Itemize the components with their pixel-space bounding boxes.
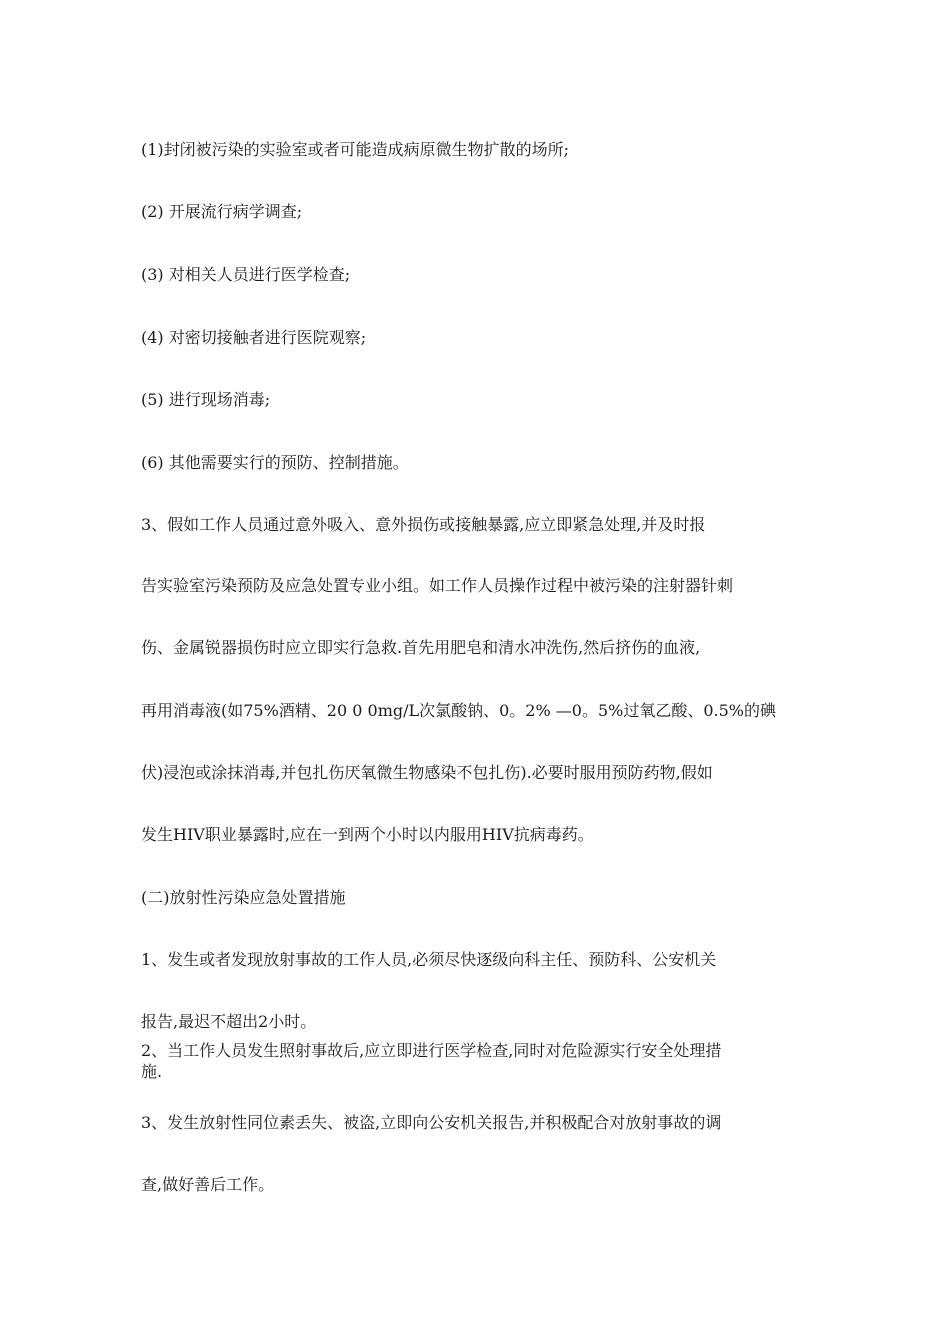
item-3: (3) 对相关人员进行医学检查; — [141, 265, 351, 284]
section-heading: (二)放射性污染应急处置措施 — [141, 888, 346, 907]
para3-line-4: 再用消毒液(如75%酒精、20 0 0mg/L次氯酸钠、0。2% —0。5%过氧乙酸、0.5%的碘 — [141, 701, 776, 720]
rad1-line-1: 1、发生或者发现放射事故的工作人员,必须尽快逐级向科主任、预防科、公安机关 — [141, 950, 717, 969]
item-2: (2) 开展流行病学调查; — [141, 202, 303, 221]
rad2-line-1: 2、当工作人员发生照射事故后,应立即进行医学检查,同时对危险源实行安全处理措 — [141, 1041, 722, 1060]
rad3-line-1: 3、发生放射性同位素丢失、被盗,立即向公安机关报告,并积极配合对放射事故的调 — [141, 1113, 722, 1132]
item-5: (5) 进行现场消毒; — [141, 390, 271, 409]
item-1: (1)封闭被污染的实验室或者可能造成病原微生物扩散的场所; — [141, 140, 570, 159]
item-6: (6) 其他需要实行的预防、控制措施。 — [141, 453, 409, 472]
para3-line-5: 伏)浸泡或涂抹消毒,并包扎伤厌氧微生物感染不包扎伤).必要时服用预防药物,假如 — [141, 763, 713, 782]
rad2-line-2: 施. — [141, 1062, 163, 1081]
para3-line-1: 3、假如工作人员通过意外吸入、意外损伤或接触暴露,应立即紧急处理,并及时报 — [141, 515, 706, 534]
para3-line-2: 告实验室污染预防及应急处置专业小组。如工作人员操作过程中被污染的注射器针刺 — [141, 576, 734, 595]
para3-line-6: 发生HIV职业暴露时,应在一到两个小时以内服用HIV抗病毒药。 — [141, 825, 594, 844]
para3-line-3: 伤、金属锐器损伤时应立即实行急救.首先用肥皂和清水冲洗伤,然后挤伤的血液, — [141, 638, 701, 657]
rad3-line-2: 查,做好善后工作。 — [141, 1175, 275, 1194]
rad1-line-2: 报告,最迟不超出2小时。 — [141, 1012, 317, 1031]
item-4: (4) 对密切接触者进行医院观察; — [141, 328, 367, 347]
